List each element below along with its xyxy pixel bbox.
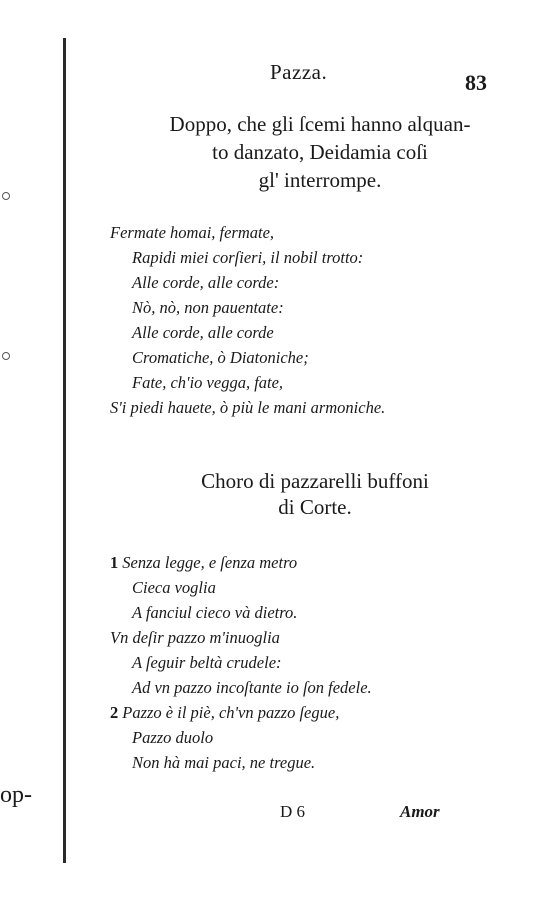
verse-line: Rapidi miei corſieri, il nobil trotto: — [132, 248, 364, 267]
verse-line: Alle corde, alle corde: — [132, 273, 280, 292]
chorus-heading-line: di Corte. — [278, 495, 352, 519]
facing-page-fragment: op- — [0, 782, 32, 808]
stanza-number: 2 — [110, 703, 119, 722]
verse-line: Non hà mai paci, ne tregue. — [132, 753, 316, 772]
stanza-number: 1 — [110, 553, 119, 572]
catchword: Amor — [400, 802, 440, 821]
verse-line: Alle corde, alle corde — [132, 323, 274, 342]
verse-line: Fate, ch'io vegga, fate, — [132, 373, 284, 392]
verse-line: A fanciul cieco và dietro. — [132, 603, 298, 622]
chorus-verse — [110, 550, 520, 775]
page-number: 83 — [465, 70, 487, 95]
verse-line: Fermate homai, fermate, — [110, 223, 275, 242]
signature-mark: D 6 — [280, 802, 306, 821]
heading-line: to danzato, Deidamia coſi — [212, 140, 428, 164]
gutter-rule — [63, 38, 66, 863]
verse-line: Nò, nò, non pauentate: — [132, 298, 284, 317]
verse-line: Pazzo è il piè, ch'vn pazzo ſegue, — [122, 703, 340, 722]
page-footer — [280, 802, 530, 822]
heading-line: gl' interrompe. — [258, 168, 382, 192]
verse-line: Pazzo duolo — [132, 728, 214, 747]
heading-line: Doppo, che gli ſcemi hanno alquan- — [169, 112, 471, 136]
verse-line: Vn deſir pazzo m'inuoglia — [110, 628, 280, 647]
verse-line: Cieca voglia — [132, 578, 216, 597]
chorus-heading — [150, 468, 480, 520]
gutter-mark — [2, 352, 10, 360]
verse-line: S'i piedi hauete, ò più le mani armoniche. — [110, 398, 386, 417]
verse-line: Ad vn pazzo incoſtante io ſon fedele. — [132, 678, 372, 697]
running-head: Pazza. — [270, 60, 328, 84]
verse-line: Cromatiche, ò Diatoniche; — [132, 348, 309, 367]
verse-line: A ſeguir beltà crudele: — [132, 653, 282, 672]
stage-direction-heading — [120, 110, 520, 194]
chorus-heading-line: Choro di pazzarelli buffoni — [201, 469, 429, 493]
verse-line: Senza legge, e ſenza metro — [122, 553, 298, 572]
gutter-mark — [2, 192, 10, 200]
speech-verse — [110, 220, 520, 420]
